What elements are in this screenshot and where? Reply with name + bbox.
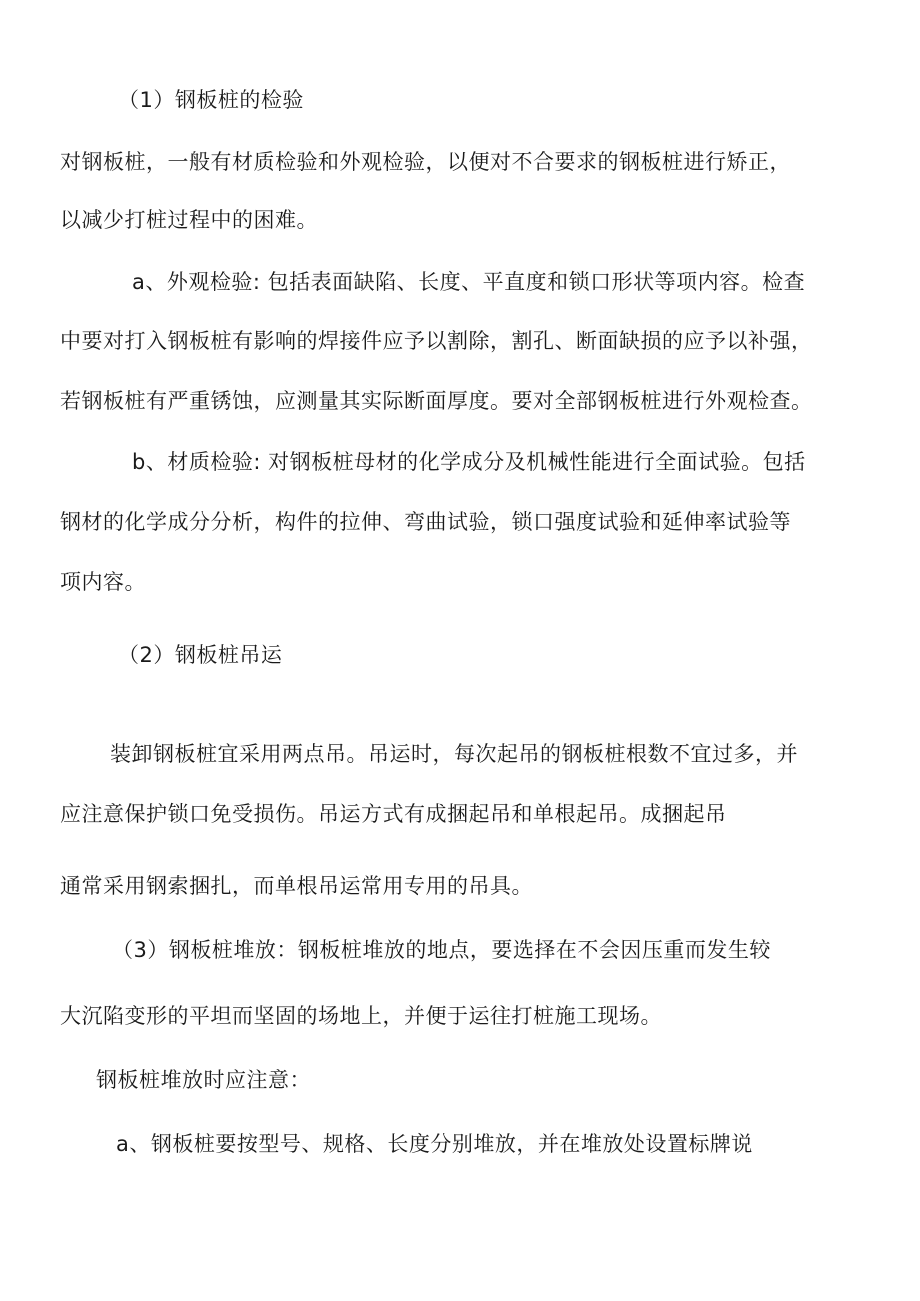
paragraph-line: 以减少打桩过程中的困难。 <box>60 208 318 232</box>
heading-steel-sheet-pile-stacking: （3）钢板桩堆放：钢板桩堆放的地点，要选择在不会因压重而发生较 <box>112 938 771 962</box>
paragraph-line: 中要对打入钢板桩有影响的焊接件应予以割除，割孔、断面缺损的应予以补强， <box>60 329 813 353</box>
paragraph-line: 若钢板桩有严重锈蚀，应测量其实际断面厚度。要对全部钢板桩进行外观检查。 <box>60 389 813 413</box>
paragraph-line: 项内容。 <box>60 570 146 594</box>
heading-steel-sheet-pile-inspection: （1）钢板桩的检验 <box>118 88 304 112</box>
paragraph-line: 钢板桩堆放时应注意： <box>96 1068 311 1092</box>
paragraph-line: 应注意保护锁口免受损伤。吊运方式有成捆起吊和单根起吊。成捆起吊 <box>60 802 727 826</box>
paragraph-line: 大沉陷变形的平坦而坚固的场地上，并便于运往打桩施工现场。 <box>60 1004 662 1028</box>
paragraph-line: 通常采用钢索捆扎，而单根吊运常用专用的吊具。 <box>60 874 533 898</box>
paragraph-line: a、外观检验: 包括表面缺陷、长度、平直度和锁口形状等项内容。检查 <box>132 270 806 294</box>
paragraph-line: 装卸钢板桩宜采用两点吊。吊运时，每次起吊的钢板桩根数不宜过多，并 <box>110 742 798 766</box>
heading-steel-sheet-pile-lifting: （2）钢板桩吊运 <box>118 643 283 667</box>
paragraph-line: 对钢板桩，一般有材质检验和外观检验，以便对不合要求的钢板桩进行矫正， <box>60 150 791 174</box>
paragraph-line: 钢材的化学成分分析，构件的拉伸、弯曲试验，锁口强度试验和延伸率试验等 <box>60 510 791 534</box>
paragraph-line: a、钢板桩要按型号、规格、长度分别堆放，并在堆放处设置标牌说 <box>116 1132 753 1156</box>
paragraph-line: b、材质检验: 对钢板桩母材的化学成分及机械性能进行全面试验。包括 <box>132 450 806 474</box>
